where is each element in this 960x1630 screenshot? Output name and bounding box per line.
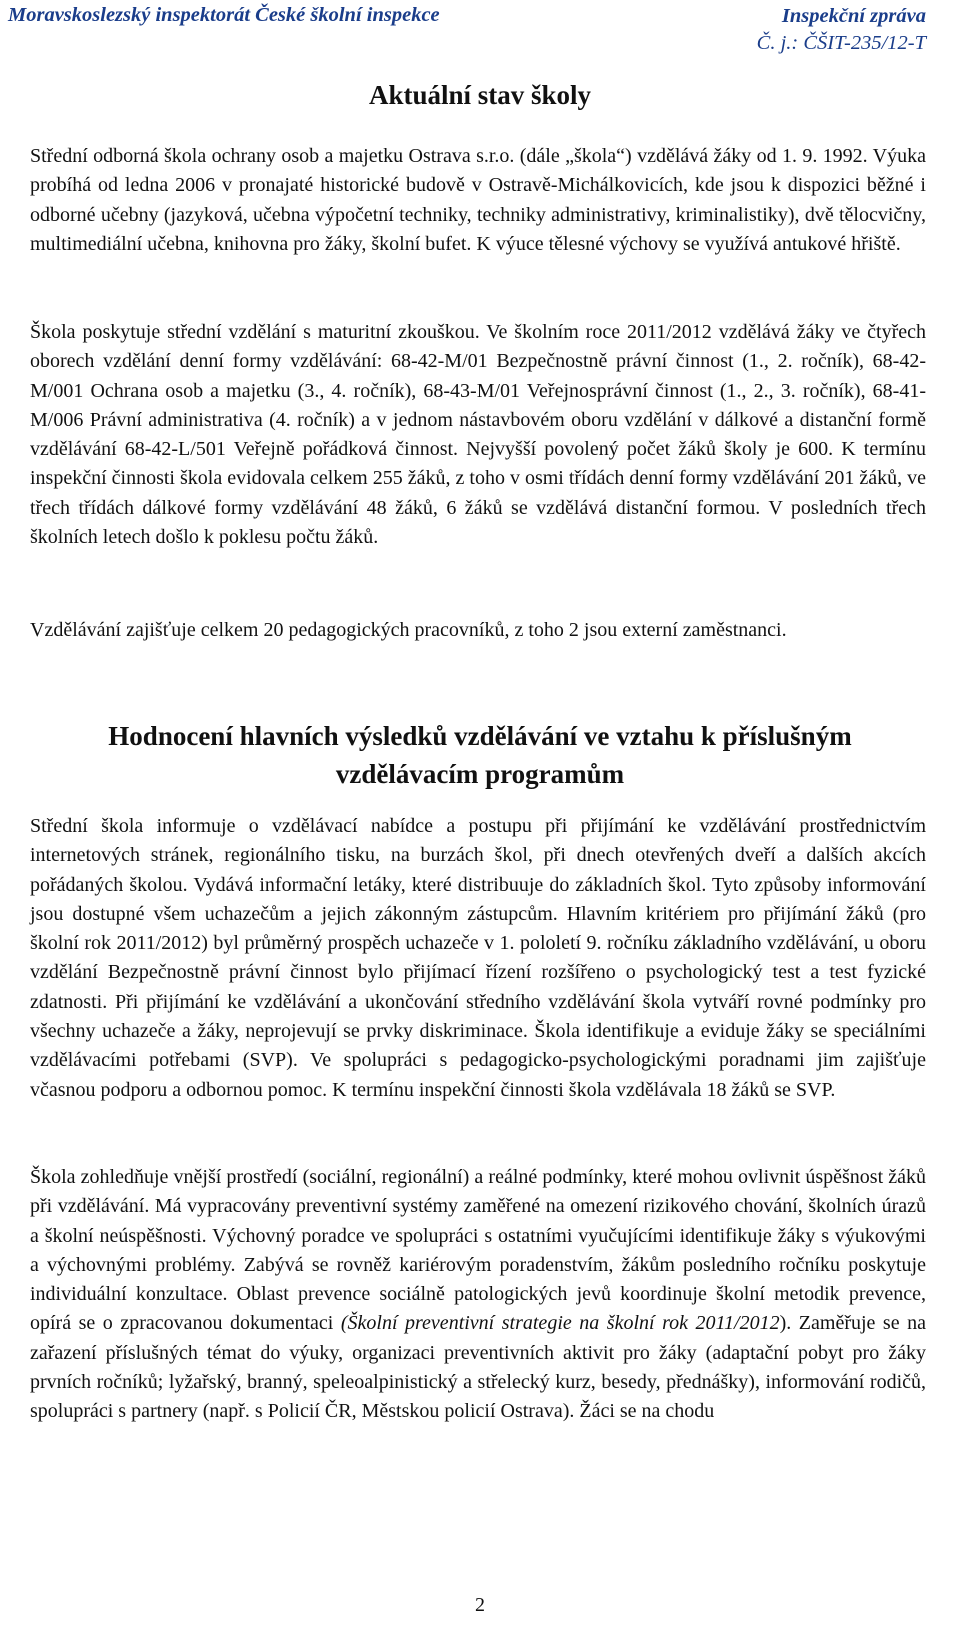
section-title-current-state: Aktuální stav školy xyxy=(368,80,592,110)
paragraph-school-intro: Střední odborná škola ochrany osob a majetku Ostrava s.r.o. (dále „škola“) vzdělává žáky od 1. 9. 1992. Výuka probíhá od ledna 2006 v pronajaté historické budově v Ostravě-Michálkovicích, kde jsou k dispozici běžné i odborné učebny (jazyková, učebna výpočetní techniky, techniky administrativy, kriminalistiky), dvě tělocvičny, multimediální učebna, knihovna pro žáky, školní bufet. K výuce tělesné výchovy se využívá antukové hřiště. xyxy=(30,145,926,255)
paragraph-prevention xyxy=(30,1163,926,1427)
paragraph-admissions: Střední škola informuje o vzdělávací nabídce a postupu při přijímání ke vzdělávání prostřednictvím internetových stránek, regionálního tisku, na burzách škol, při dnech otevřených dveří a dalších akcích pořádaných školou. Vydává informační letáky, které distribuuje do základních škol. Tyto způsoby informování jsou dostupné všem uchazečům a jejich zákonným zástupcům. Hlavním kritériem pro přijímání žáků (pro školní rok 2011/2012) byl průměrný prospěch uchazeče v 1. pololetí 9. ročníku základního vzdělávání, u oboru vzdělání Bezpečnostně právní činnost bylo přijímací řízení rozšířeno o psychologický test a test fyzické zdatnosti. Při přijímání ke vzdělávání a ukončování středního vzdělávání škola vytváří rovné podmínky pro všechny uchazeče a žáky, neprojevují se prvky diskriminace. Škola identifikuje a eviduje žáky se speciálními vzdělávacími potřebami (SVP). Ve spolupráci s pedagogicko-psychologickými poradnami jim zajišťuje včasnou podporu a odbornou pomoc. K termínu inspekční činnosti škola vzdělávala 18 žáků se SVP. xyxy=(30,815,926,1101)
section-title-results-line2: vzdělávacím programům xyxy=(335,759,625,789)
page-number: 2 xyxy=(475,1594,485,1616)
paragraph-prevention-text-1: Škola zohledňuje vnější prostředí (sociální, regionální) a reálné podmínky, které mohou ovlivnit úspěšnost žáků při vzdělávání. Má vypracovány preventivní systémy zaměřené na omezení rizikového chování, školních úrazů a školní neúspěšnosti. Výchovný poradce ve spolupráci s ostatními vyučujícími identifikuje žáky s výukovými a výchovnými problémy. Zabývá se rovněž kariérovým poradenstvím, žákům posledního ročníku poskytuje individuální konzultace. Oblast prevence sociálně patologických jevů koordinuje školní metodik prevence, opírá se o zpracovanou dokumentaci xyxy=(30,1166,926,1335)
header-right xyxy=(757,4,926,58)
header-organization: Moravskoslezský inspektorát České školní inspekce xyxy=(8,4,440,26)
header-doc-type: Inspekční zpráva xyxy=(781,5,926,27)
paragraph-prevention-document-title: (Školní preventivní strategie na školní rok 2011/2012 xyxy=(340,1312,780,1335)
header-doc-number: Č. j.: ČŠIT-235/12-T xyxy=(756,32,926,54)
section-title-results xyxy=(0,717,960,793)
paragraph-prevention-text-2: ). Zaměřuje se na zařazení příslušných témat do výuky, organizaci preventivních aktivit pro žáky (adaptační pobyt pro žáky prvních ročníků; lyžařský, branný, speleoalpinistický a střelecký kurz, besedy, přednášky), informování rodičů, spolupráci s partnery (např. s Policií ČR, Městskou policií Ostrava). Žáci se na chodu xyxy=(30,1312,926,1423)
section-title-results-line1: Hodnocení hlavních výsledků vzdělávání ve vztahu k příslušným xyxy=(108,721,852,751)
paragraph-school-programs: Škola poskytuje střední vzdělání s maturitní zkouškou. Ve školním roce 2011/2012 vzdělává žáky ve čtyřech oborech vzdělání denní formy vzdělávání: 68-42-M/01 Bezpečnostně právní činnost (1., 2. ročník), 68-42-M/001 Ochrana osob a majetku (3., 4. ročník), 68-43-M/01 Veřejnosprávní činnost (1., 2., 3. ročník), 68-41-M/006 Právní administrativa (4. ročník) a v jednom nástavbovém oboru vzdělání v dálkové a distanční formě vzdělávání 68-42-L/501 Veřejně pořádková činnost. Nejvyšší povolený počet žáků školy je 600. K termínu inspekční činnosti škola evidovala celkem 255 žáků, z toho v osmi třídách denní formy vzdělávání 201 žáků, ve třech třídách dálkové formy vzdělávání 48 žáků, 6 žáků se vzdělává distanční formou. V posledních třech školních letech došlo k poklesu počtu žáků. xyxy=(30,321,926,549)
paragraph-staff: Vzdělávání zajišťuje celkem 20 pedagogických pracovníků, z toho 2 jsou externí zaměstnanci. xyxy=(30,619,787,641)
